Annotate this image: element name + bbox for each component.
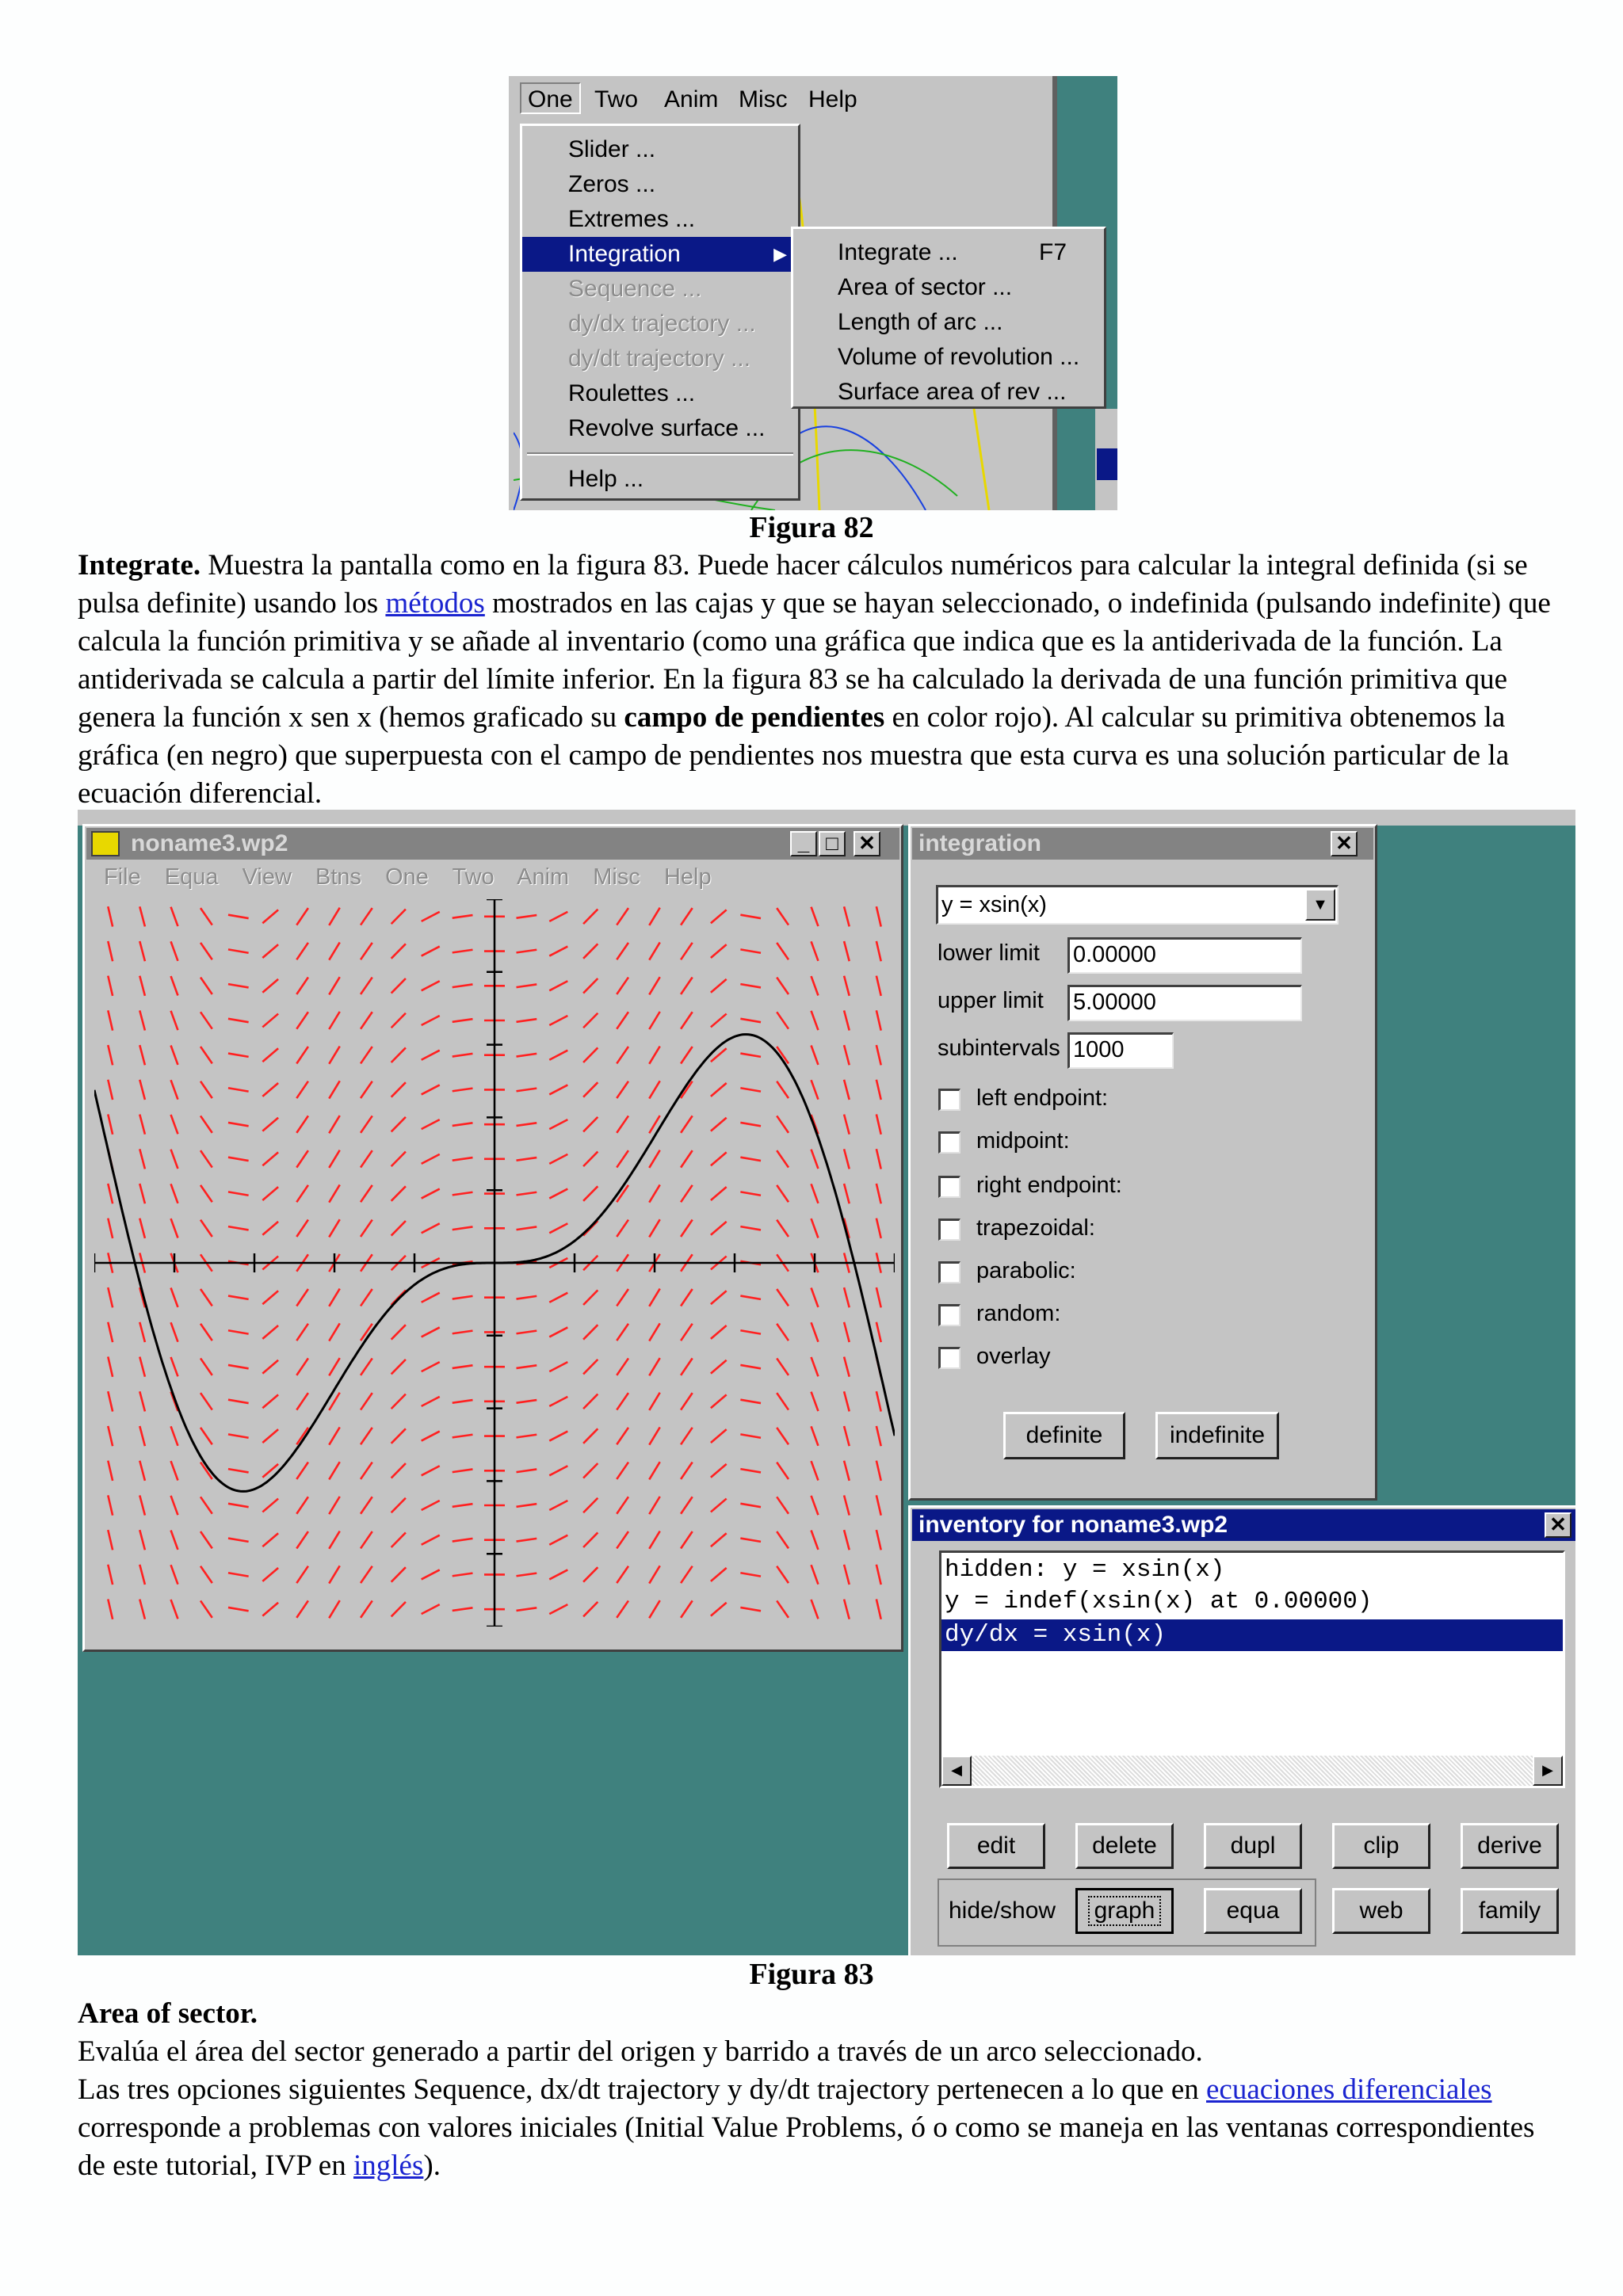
inventory-line-dydx[interactable]: dy/dx = xsin(x) (941, 1619, 1563, 1651)
menu-anim[interactable]: Anim (517, 864, 570, 890)
inventory-window (908, 1505, 1575, 1955)
term-campo-de-pendientes: campo de pendientes (624, 701, 885, 734)
function-select[interactable]: y = xsin(x) ▼ (936, 885, 1338, 925)
midpoint-checkbox[interactable] (938, 1131, 960, 1154)
integration-titlebar: integration (912, 828, 1373, 860)
graph-window-menubar (104, 864, 712, 891)
close-button[interactable]: ✕ (854, 831, 880, 856)
inventory-line-indef[interactable]: y = indef(xsin(x) at 0.00000) (945, 1588, 1373, 1615)
web-button[interactable]: web (1332, 1888, 1430, 1934)
menu-separator (527, 452, 793, 456)
menu-item-revolve-surface[interactable]: Revolve surface ... (568, 415, 766, 441)
indefinite-button[interactable]: indefinite (1155, 1412, 1279, 1459)
menubar (514, 81, 1052, 117)
scroll-right-button[interactable]: ▶ (1533, 1756, 1563, 1786)
heading-area-of-sector: Area of sector. (78, 1997, 258, 2030)
menu-one[interactable]: One (385, 864, 429, 890)
random-label: random: (976, 1301, 1061, 1326)
slope-field-plot[interactable] (94, 899, 895, 1627)
submenu-item-surface-area[interactable]: Surface area of rev ... (838, 379, 1067, 405)
paragraph-text: ). (423, 2149, 441, 2182)
paragraph-text: en color rojo). Al calcular su primitiva obtenemos la gráfica (en negro) que superpuesta con el campo de pendientes nos muestra que esta curva es una solución particular de la ecuación diferencial. (78, 701, 1510, 810)
menu-item-dydx-trajectory: dy/dx trajectory ... (568, 311, 756, 337)
menu-help[interactable]: Help (663, 864, 712, 890)
upper-limit-input[interactable]: 5.00000 (1067, 985, 1302, 1021)
overlay-label: overlay (976, 1344, 1051, 1369)
dupl-button[interactable]: dupl (1204, 1823, 1302, 1869)
menu-item-integration[interactable]: Integration ▶ (522, 237, 798, 272)
menu-item-zeros[interactable]: Zeros ... (568, 171, 656, 197)
dropdown-one (520, 124, 800, 501)
inventory-line-hidden[interactable]: hidden: y = xsin(x) (945, 1556, 1225, 1584)
selected-fragment (1097, 448, 1117, 480)
left-endpoint-checkbox[interactable] (938, 1089, 960, 1111)
submenu-item-length-of-arc[interactable]: Length of arc ... (838, 309, 1003, 335)
inventory-close-button[interactable]: ✕ (1545, 1512, 1571, 1538)
link-ecuaciones-diferenciales[interactable]: ecuaciones diferenciales (1206, 2073, 1492, 2106)
derive-button[interactable]: derive (1461, 1823, 1559, 1869)
subintervals-input[interactable]: 1000 (1067, 1032, 1174, 1069)
delete-button[interactable]: delete (1075, 1823, 1174, 1869)
inventory-titlebar: inventory for noname3.wp2 (912, 1509, 1575, 1541)
link-ingles[interactable]: inglés (353, 2149, 424, 2182)
submenu-item-volume-of-revolution[interactable]: Volume of revolution ... (838, 344, 1080, 370)
integration-close-button[interactable]: ✕ (1331, 831, 1358, 856)
menu-one[interactable]: One (520, 82, 581, 114)
menu-file[interactable]: File (104, 864, 141, 890)
submenu-item-integrate[interactable]: Integrate ... F7 (793, 235, 1104, 270)
hide-show-label: hide/show (949, 1897, 1056, 1924)
menu-misc[interactable]: Misc (593, 864, 640, 890)
menu-misc[interactable]: Misc (739, 86, 788, 113)
dropdown-arrow-icon[interactable]: ▼ (1305, 889, 1335, 921)
menu-btns[interactable]: Btns (315, 864, 362, 890)
subintervals-label: subintervals (938, 1035, 1060, 1061)
paragraph-text: Muestra la pantalla como en la figura 83. Puede hacer cálculos numéricos para calcular la integral definida (si se pulsa definite) usando los (78, 549, 1528, 620)
trapezoidal-checkbox[interactable] (938, 1219, 960, 1241)
term-integrate: Integrate. (78, 549, 201, 582)
menu-item-sequence: Sequence ... (568, 276, 702, 302)
maximize-button[interactable]: □ (819, 831, 846, 856)
horizontal-scrollbar[interactable] (941, 1756, 1563, 1786)
right-endpoint-label: right endpoint: (976, 1173, 1122, 1198)
graph-window (82, 824, 903, 1652)
parabolic-checkbox[interactable] (938, 1261, 960, 1283)
figure-83 (78, 810, 1575, 1955)
upper-limit-label: upper limit (938, 988, 1044, 1013)
random-checkbox[interactable] (938, 1304, 960, 1326)
menu-anim[interactable]: Anim (664, 86, 719, 113)
menu-item-dydt-trajectory: dy/dt trajectory ... (568, 345, 751, 372)
menu-item-slider[interactable]: Slider ... (568, 136, 656, 162)
menu-item-help[interactable]: Help ... (568, 466, 644, 492)
menu-item-extremes[interactable]: Extremes ... (568, 206, 696, 232)
menu-view[interactable]: View (242, 864, 292, 890)
clip-button[interactable]: clip (1332, 1823, 1430, 1869)
lower-limit-input[interactable]: 0.00000 (1067, 937, 1302, 974)
graph-window-titlebar: noname3.wp2 (86, 828, 899, 860)
paragraph-area-of-sector: Evalúa el área del sector generado a partir del origen y barrido a través de un arco seleccionado. (78, 2035, 1203, 2068)
paragraph-text: mostrados en las cajas y que se hayan seleccionado, o indefinida (pulsando indefinite) que calcula la función primitiva y se añade al inventario (como una gráfica que indica que es la antiderivada de la función. La antiderivada se calcula a partir del límite inferior. En la figura 83 se ha calculado la derivada de una función primitiva que genera la función x sen x (hemos graficado su (78, 587, 1551, 734)
midpoint-label: midpoint: (976, 1128, 1070, 1154)
submenu-integration (791, 227, 1106, 409)
link-metodos[interactable]: métodos (385, 587, 485, 620)
figure-82 (509, 76, 1117, 510)
graph-button[interactable]: graph (1075, 1888, 1174, 1934)
paragraph-text: Las tres opciones siguientes Sequence, dx/dt trajectory y dy/dt trajectory pertenecen a lo que en (78, 2073, 1206, 2106)
equa-button[interactable]: equa (1204, 1888, 1302, 1934)
integration-dialog (908, 824, 1377, 1501)
right-endpoint-checkbox[interactable] (938, 1176, 960, 1198)
desktop-top-strip (78, 810, 1575, 826)
menu-two[interactable]: Two (594, 86, 639, 113)
lower-limit-label: lower limit (938, 940, 1040, 966)
paragraph-integrate (78, 547, 1568, 813)
figure-82-caption: Figura 82 (749, 511, 874, 544)
scroll-left-button[interactable]: ◀ (941, 1756, 972, 1786)
minimize-button[interactable]: _ (790, 831, 817, 856)
menu-help[interactable]: Help (808, 86, 857, 113)
overlay-checkbox[interactable] (938, 1347, 960, 1369)
submenu-item-area-of-sector[interactable]: Area of sector ... (838, 274, 1013, 300)
definite-button[interactable]: definite (1003, 1412, 1125, 1459)
menu-item-roulettes[interactable]: Roulettes ... (568, 380, 696, 406)
inventory-list[interactable] (939, 1550, 1565, 1788)
edit-button[interactable]: edit (947, 1823, 1045, 1869)
family-button[interactable]: family (1461, 1888, 1559, 1934)
menu-equa[interactable]: Equa (164, 864, 219, 890)
app-icon (91, 831, 120, 856)
parabolic-label: parabolic: (976, 1258, 1076, 1283)
submenu-arrow-icon: ▶ (773, 244, 787, 264)
paragraph-text: corresponde a problemas con valores iniciales (Initial Value Problems, ó o como se maneja en las ventanas correspondientes de este tutorial, IVP en (78, 2111, 1535, 2182)
paragraph-ivp (78, 2071, 1568, 2185)
menu-two[interactable]: Two (452, 864, 495, 890)
left-endpoint-label: left endpoint: (976, 1085, 1109, 1111)
trapezoidal-label: trapezoidal: (976, 1215, 1095, 1241)
figure-83-caption: Figura 83 (749, 1958, 874, 1991)
shortcut-f7: F7 (1039, 239, 1067, 265)
